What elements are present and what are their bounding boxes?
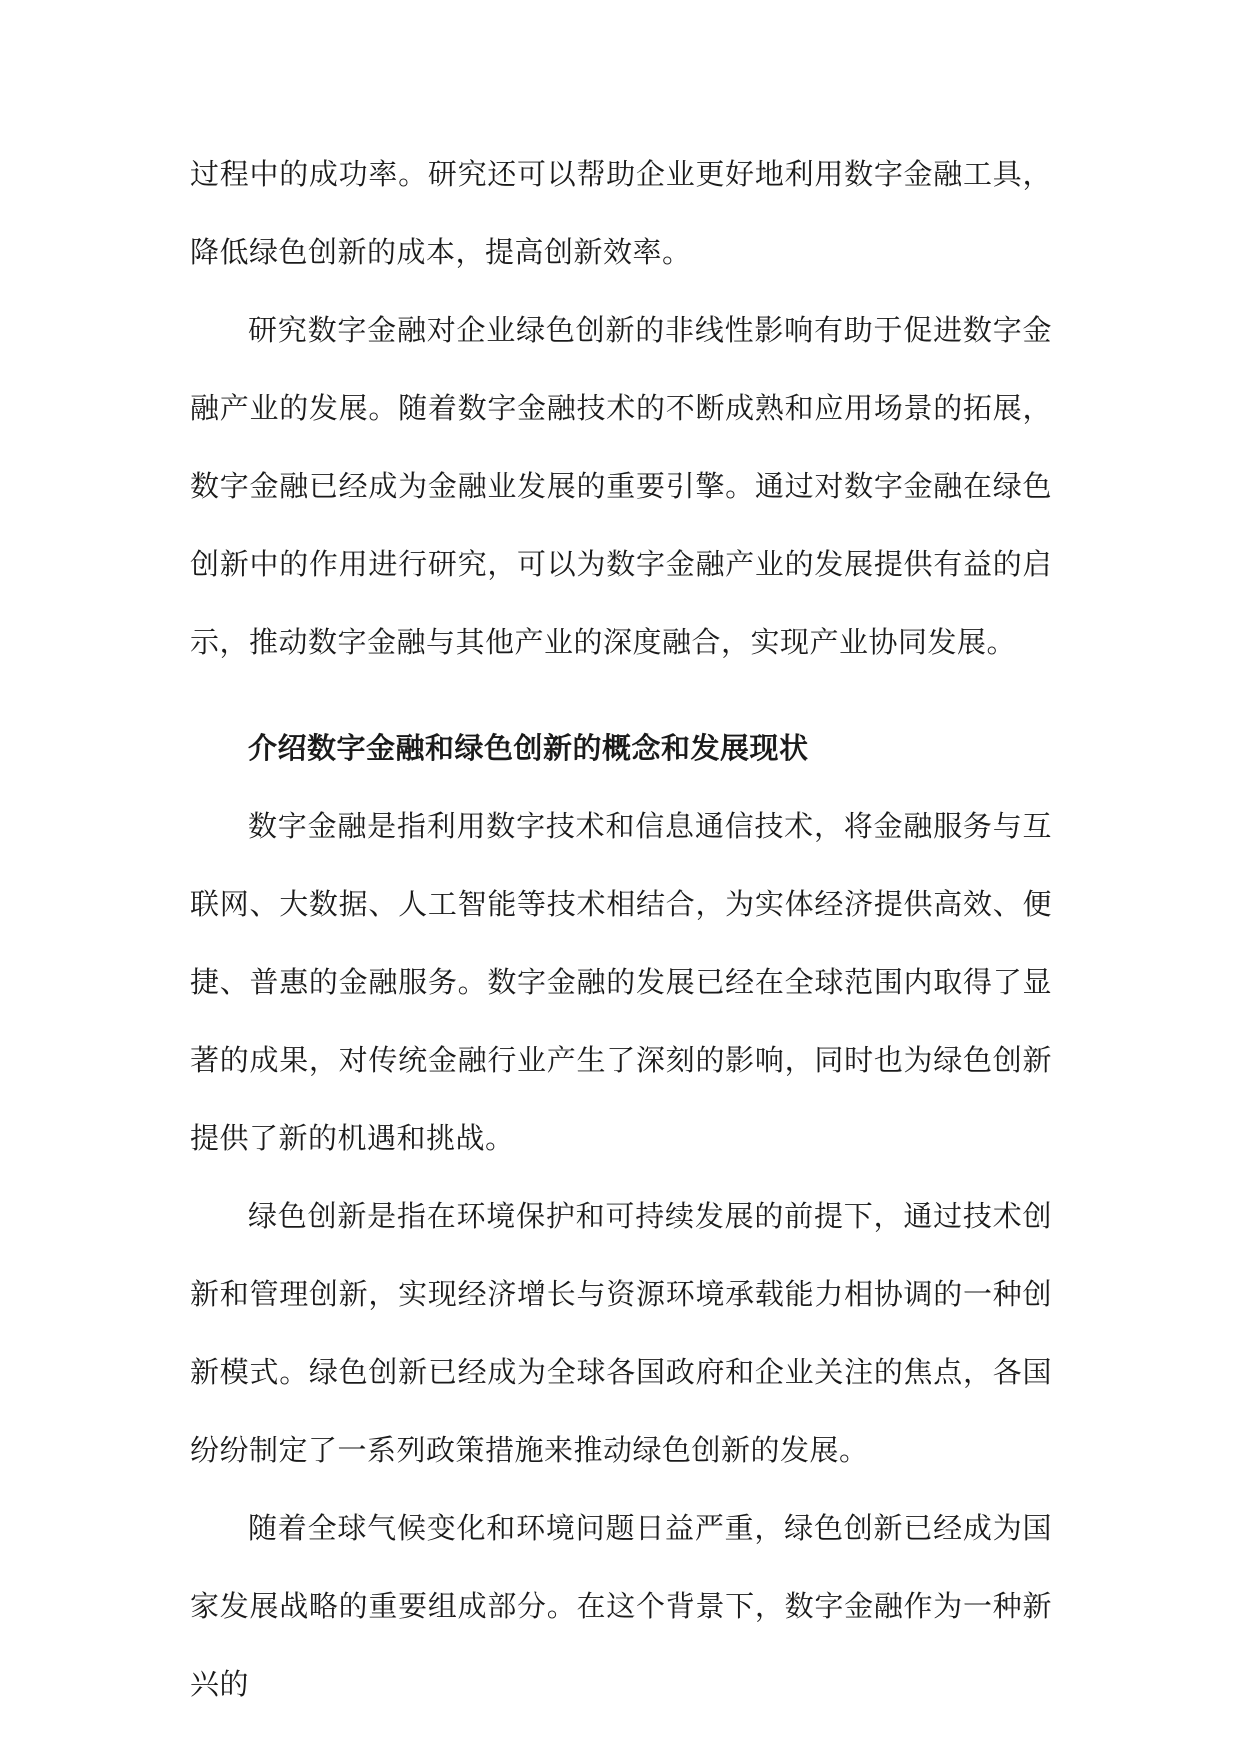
paragraph-1: 过程中的成功率。研究还可以帮助企业更好地利用数字金融工具，降低绿色创新的成本，提高创新效率。: [190, 157, 1052, 269]
paragraph-2: 研究数字金融对企业绿色创新的非线性影响有助于促进数字金融产业的发展。随着数字金融技术的不断成熟和应用场景的拓展，数字金融已经成为金融业发展的重要引擎。通过对数字金融在绿色创新中的作用进行研究，可以为数字金融产业的发展提供有益的启示，推动数字金融与其他产业的深度融合，实现产业协同发展。: [190, 313, 1052, 659]
paragraph-5: 随着全球气候变化和环境问题日益严重，绿色创新已经成为国家发展战略的重要组成部分。在这个背景下，数字金融作为一种新兴的: [190, 1511, 1052, 1701]
document-body: [190, 135, 1052, 1723]
paragraph-4: 绿色创新是指在环境保护和可持续发展的前提下，通过技术创新和管理创新，实现经济增长与资源环境承载能力相协调的一种创新模式。绿色创新已经成为全球各国政府和企业关注的焦点，各国纷纷制定了一系列政策措施来推动绿色创新的发展。: [190, 1199, 1052, 1467]
section-heading: 介绍数字金融和绿色创新的概念和发展现状: [248, 731, 809, 765]
paragraph-3: 数字金融是指利用数字技术和信息通信技术，将金融服务与互联网、大数据、人工智能等技术相结合，为实体经济提供高效、便捷、普惠的金融服务。数字金融的发展已经在全球范围内取得了显著的成果，对传统金融行业产生了深刻的影响，同时也为绿色创新提供了新的机遇和挑战。: [190, 809, 1052, 1155]
